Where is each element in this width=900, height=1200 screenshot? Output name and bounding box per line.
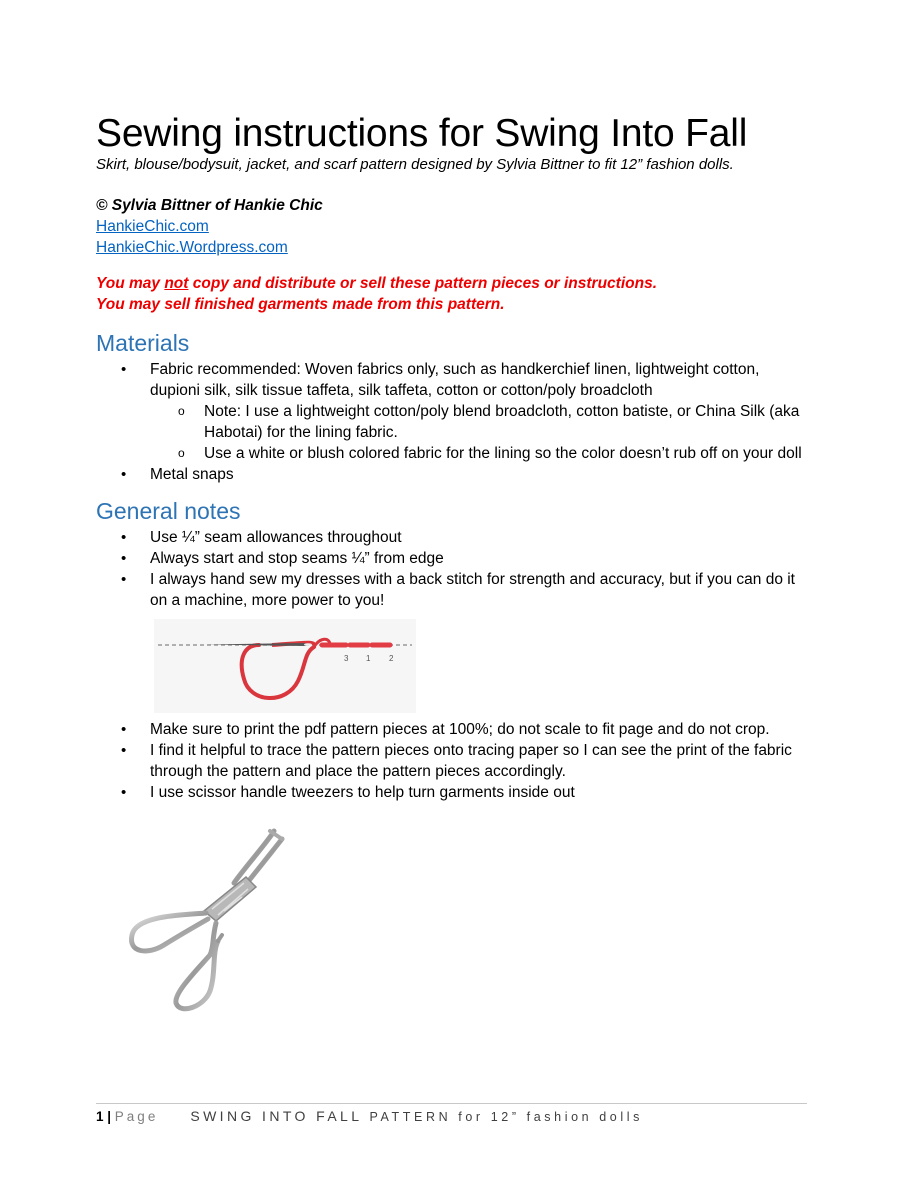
page-label: Page <box>114 1109 159 1124</box>
document-page <box>96 112 808 1013</box>
page-number: 1 <box>96 1109 104 1124</box>
footer-brand: SWING INTO FALL PATTERN for 12” fashion dolls <box>190 1108 643 1124</box>
list-item: • Make sure to print the pdf pattern pieces at 100%; do not scale to fit page and do not crop. <box>96 719 808 740</box>
page-footer: 1 | Page SWING INTO FALL PATTERN for 12” fashion dolls <box>96 1103 807 1124</box>
warning-line-1: You may not copy and distribute or sell these pattern pieces or instructions. <box>96 275 658 292</box>
stitch-label-1: 1 <box>366 654 371 663</box>
general-notes-heading: General notes <box>96 498 241 524</box>
list-item: • Metal snaps <box>96 464 808 485</box>
list-item: o Use a white or blush colored fabric for the lining so the color doesn’t rub off on your doll <box>150 443 808 464</box>
warning-line-2: You may sell finished garments made from this pattern. <box>96 296 505 313</box>
copyright-line: © Sylvia Bittner of Hankie Chic <box>96 197 323 214</box>
list-item: o Note: I use a lightweight cotton/poly blend broadcloth, cotton batiste, or China Silk (aka Habotai) for the lining fabric. <box>150 401 808 443</box>
stitch-label-3: 3 <box>344 654 349 663</box>
list-item: • Use ¼” seam allowances throughout <box>96 527 808 548</box>
page-title: Sewing instructions for Swing Into Fall <box>96 112 748 155</box>
materials-list <box>96 359 808 485</box>
list-item: • Always start and stop seams ¼” from edge <box>96 548 808 569</box>
list-item: • I use scissor handle tweezers to help turn garments inside out <box>96 782 808 803</box>
general-notes-list-continued <box>96 719 808 803</box>
scissor-tweezers-illustration <box>124 823 294 1013</box>
copyright-warning <box>96 273 808 315</box>
stitch-label-2: 2 <box>389 654 394 663</box>
page-subtitle: Skirt, blouse/bodysuit, jacket, and scarf pattern designed by Sylvia Bittner to fit 12” fashion dolls. <box>96 156 734 173</box>
back-stitch-illustration <box>154 619 416 713</box>
list-item: • I always hand sew my dresses with a back stitch for strength and accuracy, but if you can do it on a machine, more power to you! <box>96 569 808 611</box>
list-item: • I find it helpful to trace the pattern pieces onto tracing paper so I can see the print of the fabric through the pattern and place the pattern pieces accordingly. <box>96 740 808 782</box>
link-hankiechic[interactable]: HankieChic.com <box>96 218 209 235</box>
materials-heading: Materials <box>96 330 190 356</box>
link-hankiechic-wordpress[interactable]: HankieChic.Wordpress.com <box>96 239 288 256</box>
warning-emphasis: not <box>164 275 189 292</box>
general-notes-list <box>96 527 808 611</box>
materials-sublist <box>150 401 808 464</box>
list-item: • Fabric recommended: Woven fabrics only, such as handkerchief linen, lightweight cotton, dupioni silk, silk tissue taffeta, silk taffeta, cotton or cotton/poly broadcloth o Note: I use a lightweight cotton/poly blend broadcloth, cotton batiste, or China Silk (aka Habotai) for the lining fabric. o Use a white or blush colored fabric for the lining so the color doesn’t rub off on your doll <box>96 359 808 464</box>
